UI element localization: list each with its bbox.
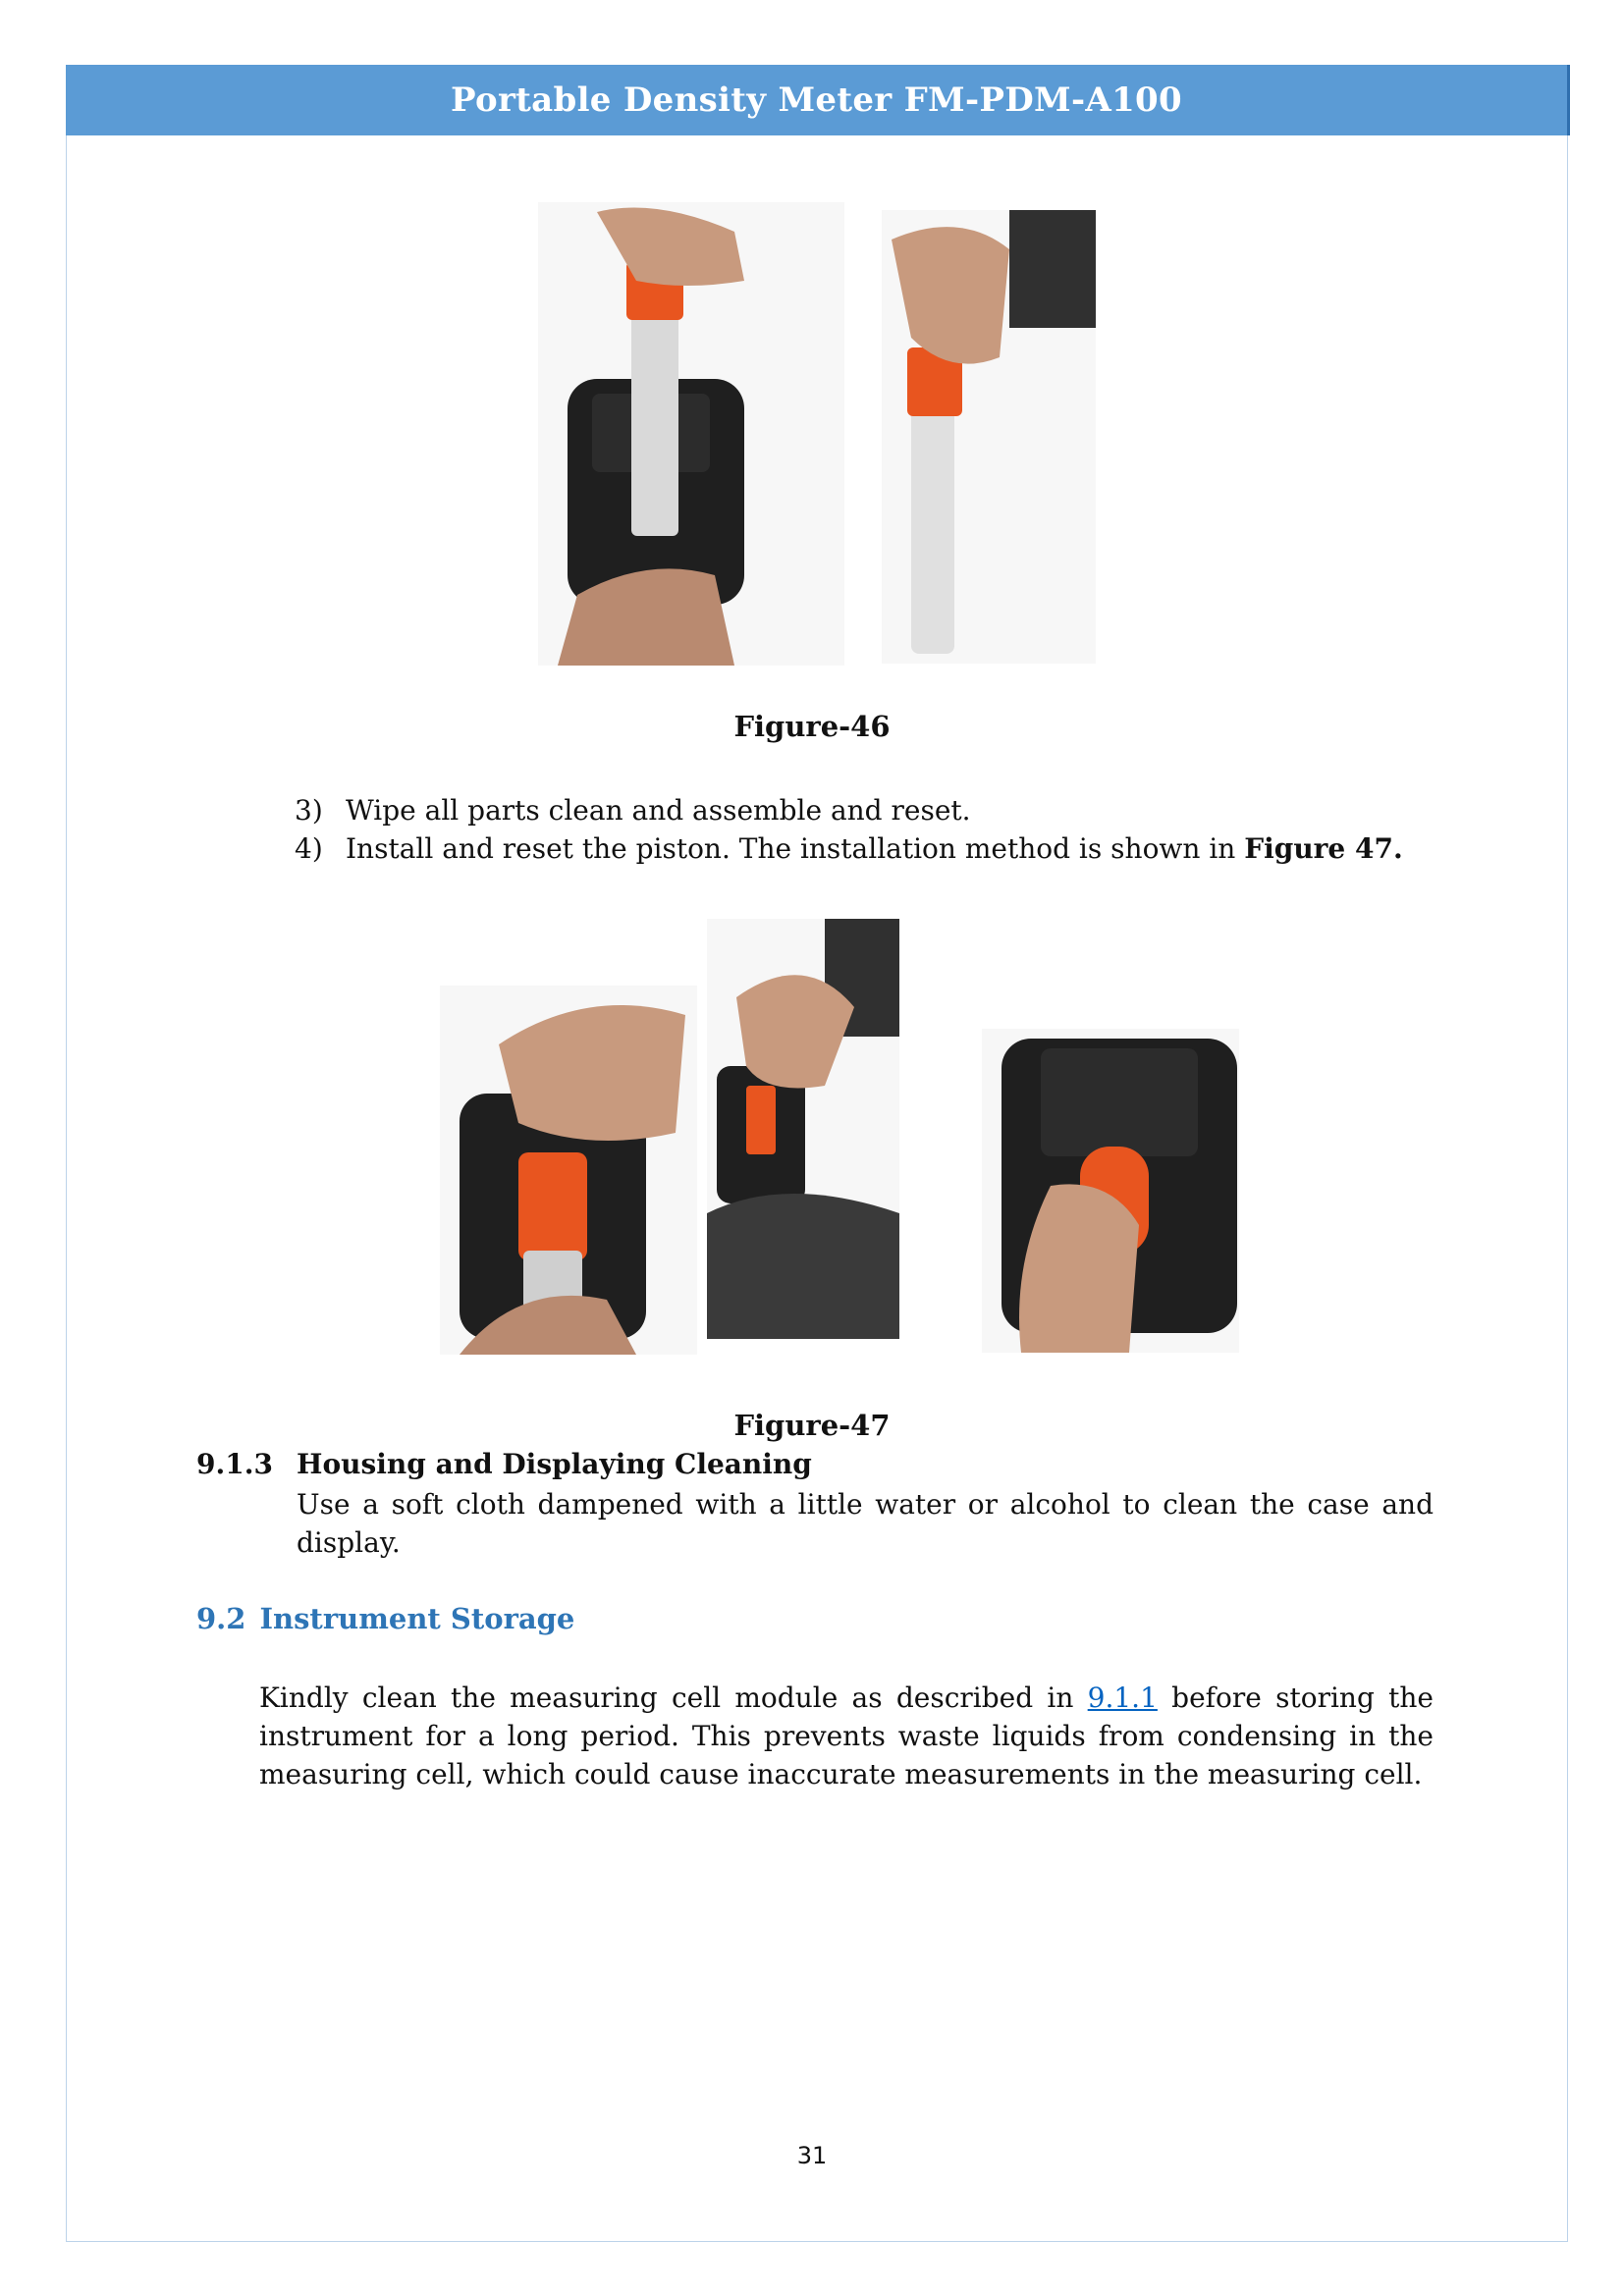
header-title: Portable Density Meter FM-PDM-A100 — [451, 80, 1182, 120]
list-item — [295, 829, 1424, 868]
section-9-2-heading — [196, 1602, 574, 1635]
section-title: Instrument Storage — [259, 1602, 575, 1635]
section-number: 9.2 — [196, 1602, 246, 1635]
photo-hand-removing-piston-from-device — [538, 202, 844, 666]
figure-46-caption: Figure-46 — [733, 710, 891, 743]
list-item — [295, 791, 1424, 829]
figure-47-caption: Figure-47 — [733, 1409, 891, 1442]
storage-paragraph — [259, 1679, 1442, 1793]
photo-piston-installed — [982, 1029, 1239, 1353]
section-paragraph: Use a soft cloth dampened with a little water or alcohol to clean the case and display. — [297, 1488, 1434, 1559]
steps-list — [295, 791, 1424, 868]
section-link-9-1-1[interactable]: 9.1.1 — [1087, 1682, 1158, 1714]
figure-47-reference: Figure 47. — [1244, 832, 1403, 865]
paragraph-text: Kindly clean the measuring cell module as described in — [259, 1682, 1088, 1714]
step-number: 4) — [295, 832, 323, 865]
paragraph-text: before storing the instrument for a long period. This prevents waste liquids from condensing in the measuring cell, which could cause inaccurate measurements in the measuring cell. — [259, 1682, 1442, 1790]
header-bar — [66, 65, 1570, 135]
step-number: 3) — [295, 794, 323, 827]
section-heading — [196, 1445, 1434, 1483]
page-number: 31 — [796, 2142, 828, 2169]
photo-inserting-piston — [440, 986, 697, 1355]
section-9-1-3 — [196, 1445, 1434, 1562]
photo-pushing-piston — [707, 919, 899, 1339]
step-text: Install and reset the piston. The installation method is shown in — [346, 832, 1245, 865]
section-title: Housing and Displaying Cleaning — [297, 1448, 812, 1480]
step-text: Wipe all parts clean and assemble and reset. — [346, 794, 971, 827]
photo-hand-holding-piston — [882, 210, 1096, 664]
section-number: 9.1.3 — [196, 1448, 273, 1480]
